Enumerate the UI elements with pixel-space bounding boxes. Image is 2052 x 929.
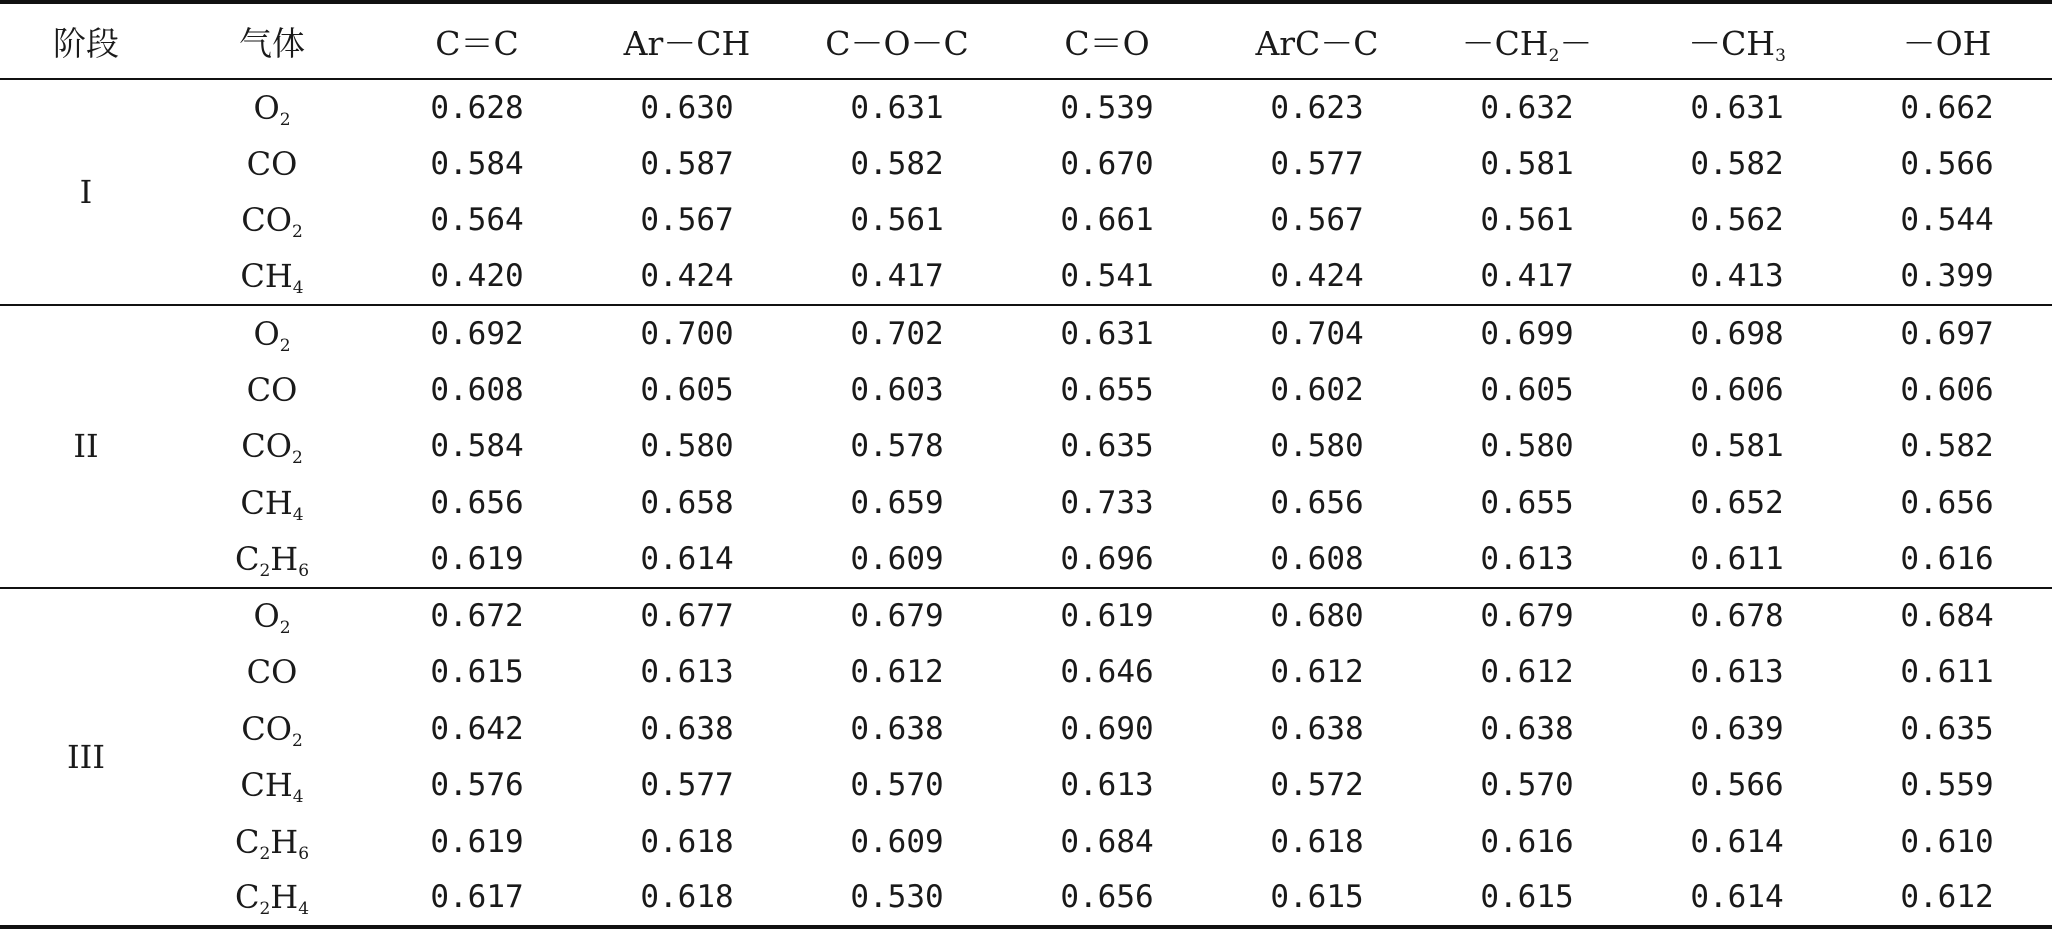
value-cell: 0.619	[430, 823, 524, 860]
value-cell: 0.614	[582, 531, 792, 588]
value-cell: 0.566	[1690, 767, 1784, 804]
gas-main: C	[234, 539, 260, 578]
value-cell: 0.562	[1690, 202, 1784, 239]
header-main: ArC－C	[1255, 23, 1379, 63]
table-row	[0, 305, 2052, 362]
table-row	[0, 588, 2052, 645]
value-cell: 0.608	[430, 371, 524, 408]
column-header	[372, 2, 582, 79]
header-main: －CH	[1461, 23, 1549, 63]
gas-main: O	[253, 88, 280, 127]
value-cell: 0.618	[1270, 823, 1364, 860]
gas-main2: H	[270, 878, 299, 917]
table-row	[0, 814, 2052, 871]
value-cell: 0.577	[640, 767, 734, 804]
table-row	[0, 362, 2052, 419]
table-row	[0, 870, 2052, 927]
table-row	[0, 757, 2052, 814]
gas-main: CO	[246, 653, 298, 692]
header-main: －CH	[1688, 23, 1776, 63]
gas-main: C	[234, 822, 260, 861]
value-cell: 0.631	[1690, 89, 1784, 126]
gas-main: CO	[241, 709, 292, 748]
value-cell: 0.584	[430, 428, 524, 465]
value-cell: 0.658	[640, 484, 734, 521]
value-cell: 0.700	[640, 315, 734, 352]
value-cell: 0.632	[1480, 89, 1574, 126]
gas-sub: 2	[291, 730, 303, 751]
value-cell: 0.612	[1480, 654, 1574, 691]
header-main: C－O－C	[825, 23, 969, 63]
gas-sub: 2	[279, 109, 291, 130]
value-cell: 0.615	[1422, 870, 1632, 927]
value-cell: 0.605	[1480, 371, 1574, 408]
value-cell: 0.612	[850, 654, 944, 691]
table-header-row	[0, 2, 2052, 79]
value-cell: 0.606	[1900, 371, 1994, 408]
value-cell: 0.679	[1480, 598, 1574, 635]
value-cell: 0.564	[430, 202, 524, 239]
table-row	[0, 192, 2052, 249]
value-cell: 0.733	[1060, 484, 1154, 521]
value-cell: 0.614	[1690, 823, 1784, 860]
value-cell: 0.613	[640, 654, 734, 691]
value-cell: 0.612	[1842, 870, 2052, 927]
value-cell: 0.638	[640, 710, 734, 747]
value-cell: 0.424	[582, 249, 792, 306]
value-cell: 0.609	[792, 531, 1002, 588]
gas-main: CO	[246, 144, 298, 183]
value-cell: 0.615	[430, 654, 524, 691]
value-cell: 0.656	[1270, 484, 1364, 521]
gas-main: CO	[246, 370, 298, 409]
value-cell: 0.616	[1480, 823, 1574, 860]
value-cell: 0.584	[430, 145, 524, 182]
gas-cell	[172, 362, 372, 419]
table-row	[0, 644, 2052, 701]
gas-main: C	[234, 878, 260, 917]
value-cell: 0.609	[850, 823, 944, 860]
gas-cell	[172, 136, 372, 193]
value-cell: 0.530	[792, 870, 1002, 927]
value-cell: 0.642	[430, 710, 524, 747]
value-cell: 0.635	[1060, 428, 1154, 465]
value-cell: 0.684	[1060, 823, 1154, 860]
gas-sub2: 4	[298, 899, 310, 920]
table-row	[0, 531, 2052, 588]
value-cell: 0.424	[1212, 249, 1422, 306]
value-cell: 0.611	[1900, 654, 1994, 691]
column-header	[1632, 2, 1842, 79]
value-cell: 0.582	[1900, 428, 1994, 465]
value-cell: 0.581	[1480, 145, 1574, 182]
stage-cell: II	[0, 305, 172, 588]
gas-main: CO	[241, 201, 292, 240]
table-row	[0, 249, 2052, 306]
value-cell: 0.561	[1480, 202, 1574, 239]
value-cell: 0.690	[1060, 710, 1154, 747]
value-cell: 0.680	[1270, 598, 1364, 635]
gas-sub: 4	[292, 278, 304, 299]
gas-cell	[172, 79, 372, 136]
gas-cell	[172, 192, 372, 249]
table-body	[0, 79, 2052, 927]
header-main: 气体	[239, 23, 305, 63]
value-cell: 0.672	[430, 598, 524, 635]
value-cell: 0.612	[1270, 654, 1364, 691]
value-cell: 0.631	[1060, 315, 1154, 352]
column-header	[792, 2, 1002, 79]
value-cell: 0.655	[1480, 484, 1574, 521]
value-cell: 0.619	[372, 531, 582, 588]
gas-cell	[172, 475, 372, 532]
value-cell: 0.630	[640, 89, 734, 126]
value-cell: 0.697	[1900, 315, 1994, 352]
value-cell: 0.580	[1270, 428, 1364, 465]
column-header	[1422, 2, 1632, 79]
gas-sub: 4	[292, 787, 304, 808]
value-cell: 0.656	[430, 484, 524, 521]
value-cell: 0.698	[1690, 315, 1784, 352]
value-cell: 0.638	[1270, 710, 1364, 747]
value-cell: 0.417	[792, 249, 1002, 306]
table-row	[0, 418, 2052, 475]
value-cell: 0.578	[850, 428, 944, 465]
value-cell: 0.699	[1480, 315, 1574, 352]
gas-cell	[172, 531, 372, 588]
value-cell: 0.628	[430, 89, 524, 126]
value-cell: 0.570	[1480, 767, 1574, 804]
value-cell: 0.399	[1842, 249, 2052, 306]
gas-main2: H	[270, 539, 299, 578]
value-cell: 0.684	[1900, 598, 1994, 635]
value-cell: 0.608	[1212, 531, 1422, 588]
value-cell: 0.616	[1842, 531, 2052, 588]
value-cell: 0.679	[850, 598, 944, 635]
header-tail: －	[1559, 23, 1593, 63]
gas-sub: 4	[292, 504, 304, 525]
value-cell: 0.582	[1690, 145, 1784, 182]
gas-sub: 2	[259, 899, 271, 920]
value-cell: 0.638	[1480, 710, 1574, 747]
value-cell: 0.559	[1900, 767, 1994, 804]
value-cell: 0.678	[1690, 598, 1784, 635]
value-cell: 0.702	[850, 315, 944, 352]
header-main: 阶段	[53, 23, 119, 63]
value-cell: 0.662	[1900, 89, 1994, 126]
value-cell: 0.655	[1060, 371, 1154, 408]
value-cell: 0.652	[1690, 484, 1784, 521]
value-cell: 0.420	[372, 249, 582, 306]
value-cell: 0.605	[640, 371, 734, 408]
value-cell: 0.567	[640, 202, 734, 239]
gas-sub: 2	[259, 560, 271, 581]
gas-cell	[172, 418, 372, 475]
column-header	[0, 2, 172, 79]
value-cell: 0.570	[850, 767, 944, 804]
value-cell: 0.602	[1270, 371, 1364, 408]
header-main: C＝C	[435, 23, 519, 63]
value-cell: 0.696	[1002, 531, 1212, 588]
value-cell: 0.613	[1422, 531, 1632, 588]
column-header	[172, 2, 372, 79]
value-cell: 0.541	[1002, 249, 1212, 306]
column-header	[582, 2, 792, 79]
stage-cell: I	[0, 79, 172, 305]
table-row	[0, 475, 2052, 532]
value-cell: 0.619	[1060, 598, 1154, 635]
value-cell: 0.656	[1900, 484, 1994, 521]
value-cell: 0.692	[430, 315, 524, 352]
gas-cell	[172, 701, 372, 758]
header-main: Ar－CH	[623, 23, 751, 63]
value-cell: 0.561	[850, 202, 944, 239]
gas-cell	[172, 588, 372, 645]
header-sub: 2	[1548, 45, 1560, 66]
value-cell: 0.617	[372, 870, 582, 927]
gas-main: CO	[241, 427, 292, 466]
gas-sub: 2	[291, 448, 303, 469]
value-cell: 0.631	[850, 89, 944, 126]
gas-sub2: 6	[298, 843, 310, 864]
gas-sub: 2	[259, 843, 271, 864]
value-cell: 0.610	[1900, 823, 1994, 860]
table-row	[0, 136, 2052, 193]
header-main: C＝O	[1064, 23, 1150, 63]
gas-sub2: 6	[298, 560, 310, 581]
value-cell: 0.618	[582, 870, 792, 927]
value-cell: 0.582	[850, 145, 944, 182]
value-cell: 0.614	[1632, 870, 1842, 927]
value-cell: 0.661	[1060, 202, 1154, 239]
value-cell: 0.606	[1690, 371, 1784, 408]
value-cell: 0.618	[640, 823, 734, 860]
value-cell: 0.572	[1270, 767, 1364, 804]
header-sub: 3	[1775, 45, 1786, 66]
value-cell: 0.544	[1900, 202, 1994, 239]
value-cell: 0.577	[1270, 145, 1364, 182]
gas-main: CH	[240, 483, 293, 522]
gas-sub: 2	[279, 335, 291, 356]
value-cell: 0.581	[1690, 428, 1784, 465]
value-cell: 0.611	[1632, 531, 1842, 588]
value-cell: 0.623	[1270, 89, 1364, 126]
gas-main: O	[253, 314, 280, 353]
value-cell: 0.677	[640, 598, 734, 635]
value-cell: 0.615	[1212, 870, 1422, 927]
gas-cell	[172, 249, 372, 306]
column-header	[1002, 2, 1212, 79]
gas-cell	[172, 644, 372, 701]
gas-cell	[172, 757, 372, 814]
value-cell: 0.567	[1270, 202, 1364, 239]
value-cell: 0.670	[1060, 145, 1154, 182]
gas-sub: 2	[279, 618, 291, 639]
value-cell: 0.576	[430, 767, 524, 804]
gas-main: O	[253, 597, 280, 636]
gas-cell	[172, 305, 372, 362]
value-cell: 0.656	[1002, 870, 1212, 927]
value-cell: 0.417	[1422, 249, 1632, 306]
value-cell: 0.704	[1270, 315, 1364, 352]
value-cell: 0.566	[1900, 145, 1994, 182]
value-cell: 0.580	[640, 428, 734, 465]
gas-main: CH	[240, 766, 293, 805]
value-cell: 0.587	[640, 145, 734, 182]
value-cell: 0.613	[1690, 654, 1784, 691]
gas-main: CH	[240, 257, 293, 296]
gas-cell	[172, 814, 372, 871]
value-cell: 0.639	[1690, 710, 1784, 747]
column-header	[1212, 2, 1422, 79]
column-header	[1842, 2, 2052, 79]
header-main: －OH	[1902, 23, 1992, 63]
value-cell: 0.638	[850, 710, 944, 747]
value-cell: 0.539	[1060, 89, 1154, 126]
table-row	[0, 701, 2052, 758]
value-cell: 0.646	[1060, 654, 1154, 691]
value-cell: 0.613	[1060, 767, 1154, 804]
value-cell: 0.635	[1900, 710, 1994, 747]
value-cell: 0.580	[1480, 428, 1574, 465]
table-row	[0, 79, 2052, 136]
value-cell: 0.659	[850, 484, 944, 521]
gas-cell	[172, 870, 372, 927]
value-cell: 0.603	[850, 371, 944, 408]
value-cell: 0.413	[1632, 249, 1842, 306]
stage-cell: III	[0, 588, 172, 927]
gas-main2: H	[270, 822, 299, 861]
gas-sub: 2	[291, 222, 303, 243]
